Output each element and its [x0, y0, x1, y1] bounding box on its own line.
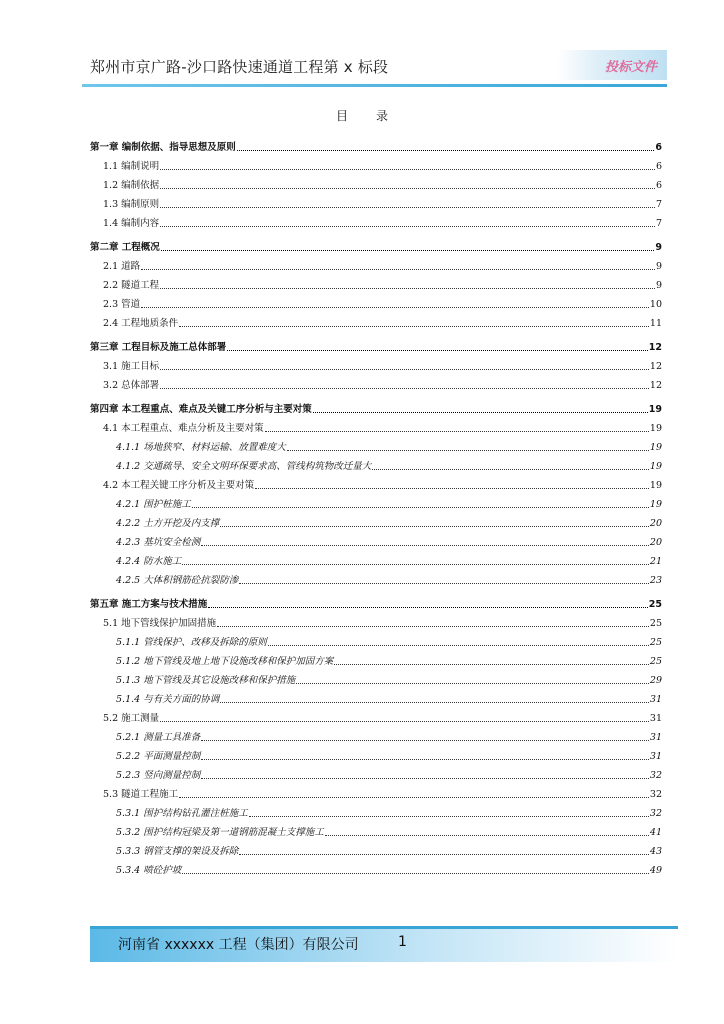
toc-entry-label: 5.1.1 管线保护、改移及拆除的原则	[116, 637, 267, 648]
toc-leader-dots	[372, 469, 649, 470]
toc-leader-dots	[217, 626, 649, 627]
toc-entry[interactable]	[90, 454, 662, 473]
toc-leader-dots	[160, 226, 655, 227]
toc-entry-label: 5.2 施工测量	[103, 713, 160, 724]
toc-entry-label: 1.3 编制原则	[103, 199, 160, 210]
header-title: 郑州市京广路-沙口路快速通道工程第 x 标段	[90, 58, 389, 76]
toc-entry-label: 5.2.2 平面测量控制	[116, 751, 201, 762]
toc-entry-label: 3.2 总体部署	[103, 380, 160, 391]
toc-entry-page: 9	[655, 261, 662, 272]
toc-entry[interactable]	[90, 687, 662, 706]
toc-leader-dots	[249, 816, 649, 817]
toc-entry-page: 31	[649, 694, 662, 705]
toc-entry-page: 12	[648, 342, 662, 353]
toc-entry[interactable]	[90, 154, 662, 173]
toc-entry-label: 1.4 编制内容	[103, 218, 160, 229]
toc-entry-page: 20	[649, 537, 662, 548]
toc-leader-dots	[313, 412, 648, 413]
toc-entry[interactable]	[90, 530, 662, 549]
toc-entry-label: 5.2.3 竖向测量控制	[116, 770, 201, 781]
toc-entry-label: 2.2 隧道工程	[103, 280, 160, 291]
toc-leader-dots	[160, 169, 655, 170]
toc-entry[interactable]	[90, 511, 662, 530]
header-badge	[557, 50, 667, 80]
toc-entry[interactable]	[90, 782, 662, 801]
toc-entry-label: 2.1 道路	[103, 261, 141, 272]
toc-leader-dots	[287, 450, 649, 451]
toc-entry-label: 4.2.5 大体积钢筋砼抗裂防渗	[116, 575, 239, 586]
toc-entry[interactable]	[90, 858, 662, 877]
toc-entry[interactable]	[90, 763, 662, 782]
toc-entry-page: 12	[649, 380, 662, 391]
toc-leader-dots	[239, 583, 649, 584]
toc-entry[interactable]	[90, 630, 662, 649]
toc-leader-dots	[179, 326, 649, 327]
toc-leader-dots	[255, 488, 649, 489]
page-header	[82, 50, 667, 84]
header-badge-label: 投标文件	[604, 60, 657, 75]
toc-entry-label: 4.1 本工程重点、难点分析及主要对策	[103, 423, 264, 434]
toc-entry[interactable]	[90, 373, 662, 392]
toc-entry-page: 19	[649, 499, 662, 510]
toc-entry-page: 29	[649, 675, 662, 686]
toc-entry[interactable]	[90, 192, 662, 211]
toc-chapter-entry[interactable]	[90, 587, 662, 611]
toc-entry-page: 7	[655, 218, 662, 229]
toc-entry[interactable]	[90, 435, 662, 454]
toc-leader-dots	[208, 607, 647, 608]
toc-entry-page: 11	[649, 318, 662, 329]
toc-entry[interactable]	[90, 311, 662, 330]
toc-leader-dots	[192, 507, 649, 508]
table-of-contents	[90, 130, 662, 877]
toc-entry-page: 7	[655, 199, 662, 210]
toc-entry-page: 6	[655, 142, 662, 153]
toc-entry[interactable]	[90, 273, 662, 292]
toc-entry[interactable]	[90, 649, 662, 668]
toc-entry[interactable]	[90, 292, 662, 311]
toc-entry-label: 4.1.1 场地狭窄、材料运输、放置难度大	[116, 442, 286, 453]
toc-entry-label: 5.1.3 地下管线及其它设施改移和保护措施	[116, 675, 296, 686]
toc-entry[interactable]	[90, 668, 662, 687]
toc-leader-dots	[334, 664, 649, 665]
toc-entry-page: 19	[649, 461, 662, 472]
toc-entry-page: 41	[649, 827, 662, 838]
toc-entry-label: 第五章 施工方案与技术措施	[90, 599, 208, 610]
toc-leader-dots	[201, 759, 649, 760]
toc-entry[interactable]	[90, 473, 662, 492]
toc-entry-page: 19	[649, 423, 662, 434]
toc-chapter-entry[interactable]	[90, 392, 662, 416]
toc-entry-page: 6	[655, 180, 662, 191]
toc-entry-page: 19	[649, 442, 662, 453]
toc-entry-label: 5.3.2 围护结构冠梁及第一道钢筋混凝土支撑施工	[116, 827, 324, 838]
toc-leader-dots	[325, 835, 649, 836]
footer-divider	[90, 926, 678, 929]
footer-page-number: 1	[398, 934, 407, 950]
toc-entry[interactable]	[90, 706, 662, 725]
toc-entry-label: 5.1.2 地下管线及地上地下设施改移和保护加固方案	[116, 656, 334, 667]
toc-leader-dots	[296, 683, 649, 684]
toc-entry[interactable]	[90, 211, 662, 230]
toc-leader-dots	[201, 740, 649, 741]
toc-leader-dots	[160, 369, 649, 370]
toc-chapter-entry[interactable]	[90, 330, 662, 354]
toc-leader-dots	[160, 388, 649, 389]
toc-entry-label: 5.1 地下管线保护加固措施	[103, 618, 217, 629]
toc-entry-label: 5.2.1 测量工具准备	[116, 732, 201, 743]
toc-entry-page: 32	[649, 789, 662, 800]
toc-entry-label: 5.3.1 围护结构钻孔灌注桩施工	[116, 808, 248, 819]
toc-entry-page: 32	[649, 808, 662, 819]
toc-leader-dots	[182, 564, 649, 565]
toc-entry[interactable]	[90, 416, 662, 435]
toc-leader-dots	[141, 307, 649, 308]
toc-leader-dots	[179, 797, 649, 798]
toc-entry-page: 31	[649, 732, 662, 743]
toc-leader-dots	[182, 873, 649, 874]
footer-company: 河南省 xxxxxx 工程（集团）有限公司	[118, 937, 359, 953]
toc-title: 目录	[335, 109, 416, 123]
toc-entry[interactable]	[90, 611, 662, 630]
toc-entry-page: 25	[649, 656, 662, 667]
toc-leader-dots	[160, 721, 649, 722]
toc-entry[interactable]	[90, 173, 662, 192]
toc-entry[interactable]	[90, 354, 662, 373]
toc-entry-label: 4.2.3 基坑安全检测	[116, 537, 201, 548]
toc-entry-page: 9	[655, 280, 662, 291]
toc-entry-page: 19	[649, 480, 662, 491]
toc-entry-label: 4.2.1 围护桩施工	[116, 499, 191, 510]
toc-entry-label: 5.3 隧道工程施工	[103, 789, 179, 800]
toc-leader-dots	[220, 526, 649, 527]
header-divider	[82, 84, 667, 87]
toc-entry-page: 10	[649, 299, 662, 310]
toc-entry-label: 3.1 施工目标	[103, 361, 160, 372]
toc-chapter-entry[interactable]	[90, 130, 662, 154]
toc-entry[interactable]	[90, 568, 662, 587]
toc-entry-page: 19	[648, 404, 662, 415]
toc-entry-label: 1.2 编制依据	[103, 180, 160, 191]
toc-entry-label: 4.2 本工程关键工序分析及主要对策	[103, 480, 255, 491]
toc-entry[interactable]	[90, 839, 662, 858]
toc-entry-page: 9	[655, 242, 662, 253]
toc-entry-label: 第二章 工程概况	[90, 242, 160, 253]
toc-leader-dots	[237, 150, 655, 151]
toc-entry-label: 第四章 本工程重点、难点及关键工序分析与主要对策	[90, 404, 312, 415]
toc-entry-page: 12	[649, 361, 662, 372]
toc-entry-page: 31	[649, 751, 662, 762]
toc-entry[interactable]	[90, 801, 662, 820]
toc-entry-page: 31	[649, 713, 662, 724]
toc-leader-dots	[201, 778, 649, 779]
toc-leader-dots	[265, 431, 649, 432]
toc-leader-dots	[160, 207, 655, 208]
toc-chapter-entry[interactable]	[90, 230, 662, 254]
toc-entry-label: 2.3 管道	[103, 299, 141, 310]
toc-entry-label: 1.1 编制说明	[103, 161, 160, 172]
toc-entry-page: 21	[649, 556, 662, 567]
toc-entry[interactable]	[90, 725, 662, 744]
toc-leader-dots	[268, 645, 649, 646]
toc-entry-label: 第一章 编制依据、指导思想及原则	[90, 142, 236, 153]
toc-entry-label: 2.4 工程地质条件	[103, 318, 179, 329]
toc-entry[interactable]	[90, 254, 662, 273]
toc-leader-dots	[201, 545, 649, 546]
toc-entry-page: 32	[649, 770, 662, 781]
toc-entry-page: 6	[655, 161, 662, 172]
toc-leader-dots	[239, 854, 649, 855]
toc-leader-dots	[160, 288, 655, 289]
toc-entry-page: 49	[649, 865, 662, 876]
toc-entry[interactable]	[90, 549, 662, 568]
toc-entry-label: 5.1.4 与有关方面的协调	[116, 694, 220, 705]
toc-entry-label: 4.2.4 防水施工	[116, 556, 182, 567]
toc-entry-label: 5.3.4 喷砼护坡	[116, 865, 182, 876]
toc-entry-page: 25	[649, 637, 662, 648]
toc-entry-page: 23	[649, 575, 662, 586]
toc-entry[interactable]	[90, 820, 662, 839]
toc-entry[interactable]	[90, 492, 662, 511]
toc-entry[interactable]	[90, 744, 662, 763]
toc-entry-page: 25	[649, 618, 662, 629]
toc-leader-dots	[141, 269, 655, 270]
toc-leader-dots	[160, 188, 655, 189]
toc-leader-dots	[161, 250, 655, 251]
toc-entry-label: 4.1.2 交通疏导、安全文明环保要求高、管线构筑物改迁量大	[116, 461, 372, 472]
toc-entry-page: 43	[649, 846, 662, 857]
toc-leader-dots	[220, 702, 649, 703]
toc-entry-page: 25	[648, 599, 662, 610]
toc-entry-label: 4.2.2 土方开挖及内支撑	[116, 518, 220, 529]
toc-leader-dots	[227, 350, 647, 351]
toc-entry-label: 5.3.3 钢管支撑的架设及拆除	[116, 846, 239, 857]
toc-entry-label: 第三章 工程目标及施工总体部署	[90, 342, 227, 353]
toc-entry-page: 20	[649, 518, 662, 529]
